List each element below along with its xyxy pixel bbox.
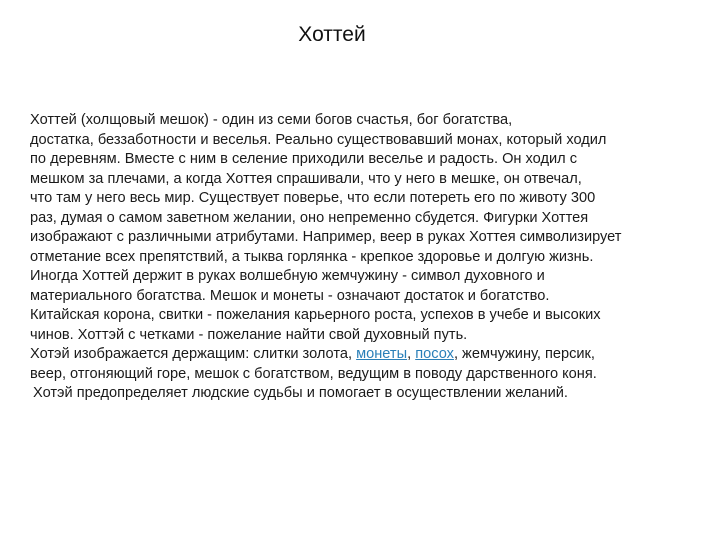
body-line-7: изображают с различными атрибутами. Например, веер в руках Хоттея символизирует xyxy=(30,229,622,245)
body-line-9: Иногда Хоттей держит в руках волшебную жемчужину - символ духовного и xyxy=(30,268,545,284)
body-line-4: мешком за плечами, а когда Хоттея спрашивали, что у него в мешке, он отвечал, xyxy=(30,170,582,187)
link-posokh[interactable]: посох xyxy=(415,346,454,362)
slide-title: Хоттей xyxy=(298,23,366,46)
body-line-15: Хотэй предопределяет людские судьбы и помогает в осуществлении желаний. xyxy=(33,385,568,401)
attributes-line xyxy=(30,345,700,365)
body-line-10: материального богатства. Мешок и монеты - означают достаток и богатство. xyxy=(30,287,550,304)
link-monety[interactable]: монеты xyxy=(356,346,408,362)
body-line-1: Хоттей (холщовый мешок) - один из семи богов счастья, бог богатства, xyxy=(30,112,513,128)
body-line-5: что там у него весь мир. Существует поверье, что если потереть его по животу 300 xyxy=(30,190,596,206)
body-line-8: отметание всех препятствий, а тыква горлянка - крепкое здоровье и долгую жизнь. xyxy=(30,248,594,265)
body-text xyxy=(30,111,700,404)
body-line-12: чинов. Хоттэй с четками - пожелание найти свой духовный путь. xyxy=(30,326,468,343)
body-line-11: Китайская корона, свитки - пожелания карьерного роста, успехов в учебе и высоких xyxy=(30,307,601,323)
body-line-14: веер, отгоняющий горе, мешок с богатством, ведущим в поводу дарственного коня. xyxy=(30,365,597,382)
body-line-6: раз, думая о самом заветном желании, оно непременно сбудется. Фигурки Хоттея xyxy=(30,209,589,226)
body-line-3: по деревням. Вместе с ним в селение приходили веселье и радость. Он ходил с xyxy=(30,151,578,167)
attributes-separator: , xyxy=(407,346,416,362)
attributes-suffix: , жемчужину, персик, xyxy=(453,346,595,362)
body-line-2: достатка, беззаботности и веселья. Реально существовавший монах, который ходил xyxy=(30,131,607,148)
attributes-prefix: Хотэй изображается держащим: слитки золота, xyxy=(30,346,357,362)
